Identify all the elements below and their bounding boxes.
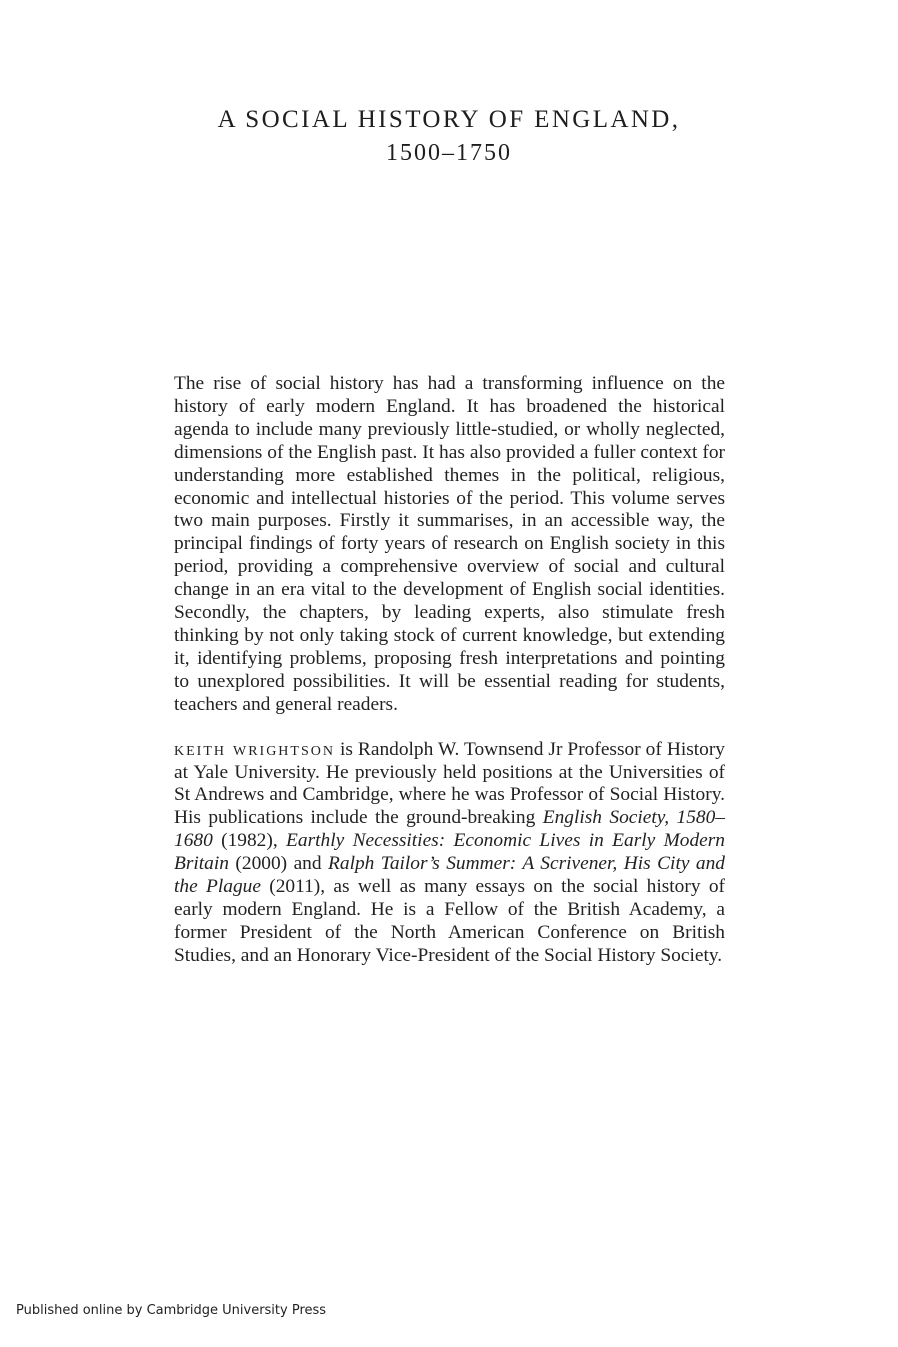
bio-intro: is Randolph W. Townsend Jr Professor of History at Yale University. He previously held positions at the Universities of St Andrews and Cambridge, where he was Professor of Social History. His publications include the ground-breaking (174, 738, 725, 829)
author-name: keith wrightson (174, 738, 335, 760)
author-bio (174, 739, 725, 968)
description-block (174, 373, 725, 968)
publisher-footer: Published online by Cambridge University Press (16, 1303, 327, 1318)
title-line-2: 1500–1750 (386, 140, 512, 166)
book-title-ralph-tailors-summer: Ralph Tailor’s Summer: A Scrivener, His City and the Plague (174, 853, 725, 898)
bio-work1-year: (1982), (212, 830, 287, 852)
book-blurb: The rise of social history has had a transforming influence on the history of early modern England. It has broadened the historical agenda to include many previously little-studied, or wholly neglected, dimensions of the English past. It has also provided a fuller context for understanding more established themes in the political, religious, economic and intellectual histories of the period. This volume serves two main purposes. Firstly it summarises, in an accessible way, the principal findings of forty years of research on English society in this period, providing a comprehensive overview of social and cultural change in an era vital to the development of English social identities. Secondly, the chapters, by leading experts, also stimulate fresh thinking by not only taking stock of current knowledge, but extending it, identifying problems, proposing fresh interpretations and pointing to unexplored possibilities. It will be essential reading for students, teachers and general readers. (174, 373, 725, 715)
book-title-earthly-necessities: Earthly Necessities: Economic Lives in Early Modern Britain (174, 830, 725, 875)
book-title-english-society: English Society, 1580–1680 (174, 807, 726, 852)
bio-work2-year: (2000) and (228, 853, 329, 875)
book-title (0, 104, 898, 168)
bio-closing: (2011), as well as many essays on the social history of early modern England. He is a Fellow of the British Academy, a former President of the North American Conference on British Studies, and an Honorary Vice-President of the Social History Society. (174, 876, 725, 966)
title-line-1: A SOCIAL HISTORY OF ENGLAND, (217, 106, 681, 133)
